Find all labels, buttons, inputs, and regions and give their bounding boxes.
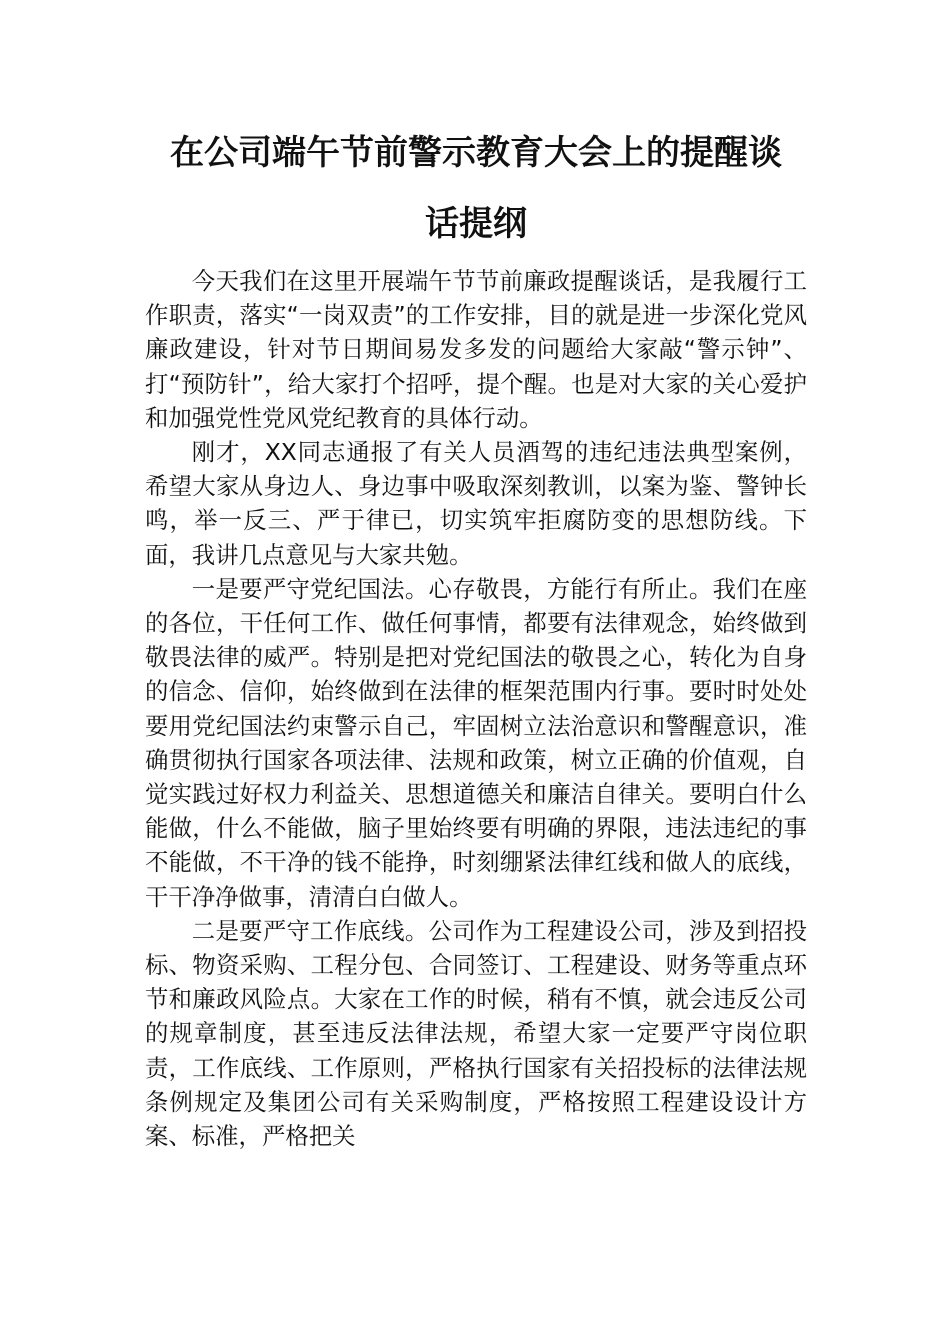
document-title [145,118,807,260]
title-line-1: 在公司端午节前警示教育大会上的提醒谈 [170,133,782,173]
document-page [145,118,807,1153]
title-line-2: 话提纲 [425,204,527,244]
document-body [145,264,807,1153]
paragraph-point-two: 二是要严守工作底线。公司作为工程建设公司，涉及到招投标、物资采购、工程分包、合同签订、工程建设、财务等重点环节和廉政风险点。大家在工作的时候，稍有不慎，就会违反公司的规章制度，甚至违反法律法规，希望大家一定要严守岗位职责，工作底线、工作原则，严格执行国家有关招投标的法律法规条例规定及集团公司有关采购制度，严格按照工程建设设计方案、标准，严格把关 [145,916,807,1151]
paragraph-point-one: 一是要严守党纪国法。心存敬畏，方能行有所止。我们在座的各位，干任何工作、做任何事情，都要有法律观念，始终做到敬畏法律的威严。特别是把对党纪国法的敬畏之心，转化为自身的信念、信仰，始终做到在法律的框架范围内行事。要时时处处要用党纪国法约束警示自己，牢固树立法治意识和警醒意识，准确贯彻执行国家各项法律、法规和政策，树立正确的价值观，自觉实践过好权力利益关、思想道德关和廉洁自律关。要明白什么能做，什么不能做，脑子里始终要有明确的界限，违法违纪的事不能做，不干净的钱不能挣，时刻绷紧法律红线和做人的底线，干干净净做事，清清白白做人。 [145,574,807,911]
paragraph-case-report: 刚才，XX同志通报了有关人员酒驾的违纪违法典型案例，希望大家从身边人、身边事中吸取深刻教训，以案为鉴、警钟长鸣，举一反三、严于律已，切实筑牢拒腐防变的思想防线。下面，我讲几点意见与大家共勉。 [145,438,807,569]
paragraph-intro: 今天我们在这里开展端午节节前廉政提醒谈话，是我履行工作职责，落实“一岗双责”的工作安排，目的就是进一步深化党风廉政建设，针对节日期间易发多发的问题给大家敲“警示钟”、打“预防针”，给大家打个招呼，提个醒。也是对大家的关心爱护和加强党性党风党纪教育的具体行动。 [145,267,807,432]
